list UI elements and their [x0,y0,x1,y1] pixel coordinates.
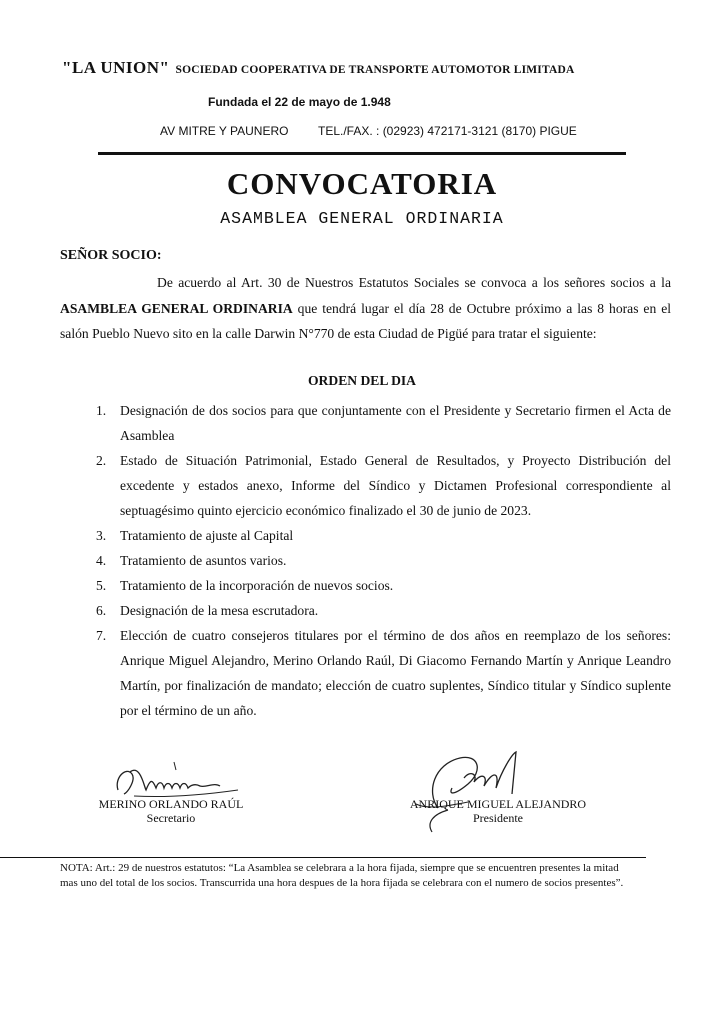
agenda-title: ORDEN DEL DIA [307,373,416,388]
address: AV MITRE Y PAUNERO [160,124,289,138]
agenda-item [96,623,671,723]
letterhead-divider [98,152,626,155]
phone-fax: TEL./FAX. : (02923) 472171-3121 (8170) PIGUE [318,124,577,138]
intro-text-1: De acuerdo al Art. 30 de Nuestros Estatutos Sociales se convoca a los señores socios a la [157,275,671,290]
agenda-item-number: 6. [96,603,107,618]
cooperative-name: "LA UNION" [62,58,170,77]
agenda-item-number: 3. [96,528,107,543]
agenda-item-number: 1. [96,403,107,418]
note-divider [0,857,646,858]
agenda-item [96,448,671,523]
document-title: CONVOCATORIA [226,166,498,201]
secretary-name: MERINO ORLANDO RAÚL [98,797,244,811]
agenda-item-number: 7. [96,628,107,643]
agenda-item-text: Designación de la mesa escrutadora. [120,603,319,618]
agenda-item-text: Tratamiento de la incorporación de nuevos socios. [120,578,394,593]
agenda-list [96,398,671,723]
letterhead-title [62,58,662,78]
footnote: NOTA: Art.: 29 de nuestros estatutos: “La Asamblea se celebrara a la hora fijada, siempre que se encuentren presentes la mitad mas uno del total de los socios. Transcurrida una hora despues de la hora fijada se celebrara con el numero de socios presentes”. [60,862,624,889]
salutation: SEÑOR SOCIO: [60,248,162,263]
agenda-item-text: Designación de dos socios para que conjuntamente con el Presidente y Secretario firmen el Acta de Asamblea [120,403,671,443]
agenda-item-number: 5. [96,578,107,593]
founded-date: Fundada el 22 de mayo de 1.948 [208,95,391,109]
secretary-role: Secretario [146,811,196,825]
agenda-item-text: Tratamiento de ajuste al Capital [120,528,294,543]
agenda-item-text: Tratamiento de asuntos varios. [120,553,287,568]
president-role: Presidente [473,811,523,825]
intro-paragraph [60,270,671,347]
agenda-item [96,598,671,623]
agenda-item-number: 2. [96,453,107,468]
secretary-signature [110,760,250,802]
intro-text-bold: ASAMBLEA GENERAL ORDINARIA [60,300,293,316]
agenda-item [96,523,671,548]
president-name: ANRIQUE MIGUEL ALEJANDRO [409,797,587,811]
agenda-item [96,398,671,448]
agenda-item-text: Estado de Situación Patrimonial, Estado General de Resultados, y Proyecto Distribución del excedente y estados anexo, Informe del Síndico y Dictamen Profesional correspondiente al septuagésimo quinto ejercicio económico finalizado el 30 de junio de 2023. [120,453,671,518]
cooperative-full-name: SOCIEDAD COOPERATIVA DE TRANSPORTE AUTOMOTOR LIMITADA [175,64,575,76]
intro-text-2: que tendrá lugar el día 28 de Octubre próximo a las 8 horas en el salón Pueblo Nuevo sito en la calle Darwin N°770 de esta Ciudad de Pigüé para tratar el siguiente: [60,300,671,341]
president-block [398,797,598,825]
document-subtitle: ASAMBLEA GENERAL ORDINARIA [220,209,504,228]
agenda-item-number: 4. [96,553,107,568]
agenda-item [96,548,671,573]
agenda-item-text: Elección de cuatro consejeros titulares por el término de dos años en reemplazo de los señores: Anrique Miguel Alejandro, Merino Orlando Raúl, Di Giacomo Fernando Martín y Anrique Leandro Martín, por finalización de mandato; elección de cuatro suplentes, Síndico titular y Síndico suplente por el término de un año. [120,628,671,718]
agenda-item [96,573,671,598]
secretary-block [96,797,246,825]
